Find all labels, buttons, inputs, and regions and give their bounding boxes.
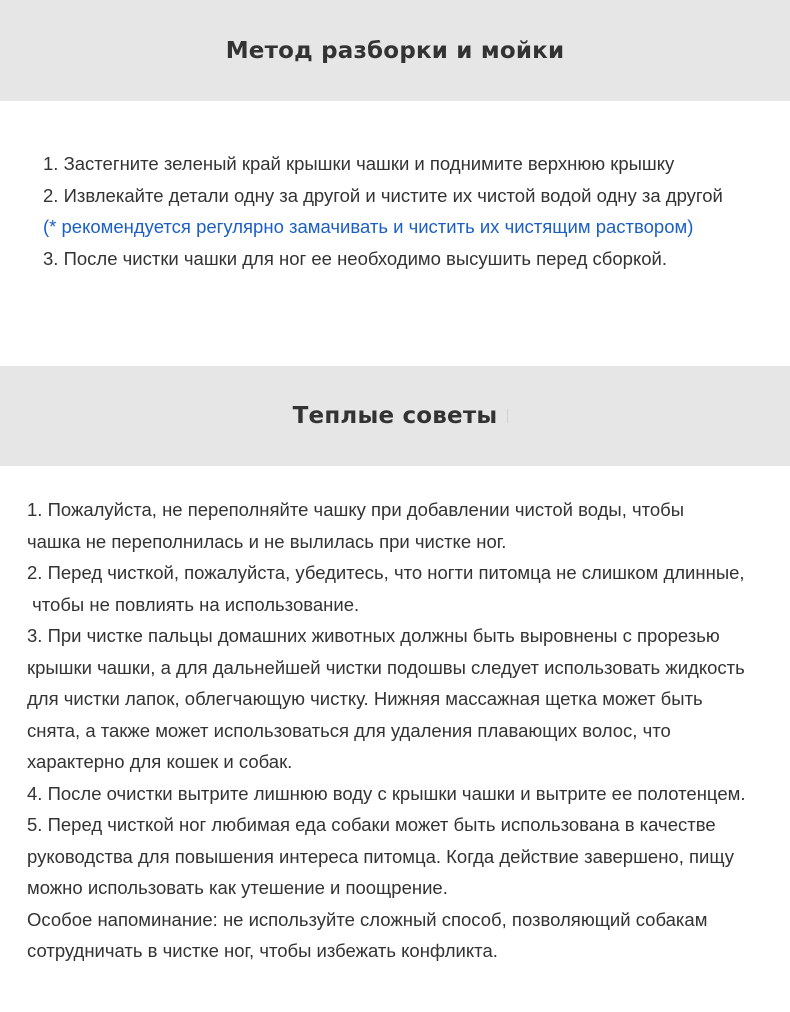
disassembly-steps [43,148,783,274]
tip-line: для чистки лапок, облегчающую чистку. Нижняя массажная щетка может быть [27,688,703,709]
step-2: 2. Извлекайте детали одну за другой и чистите их чистой водой одну за другой [43,184,723,206]
tip-line: Особое напоминание: не используйте сложный способ, позволяющий собакам [27,908,708,930]
step-3: 3. После чистки чашки для ног ее необходимо высушить перед сборкой. [43,247,668,269]
section-header-tips [0,366,790,466]
tip-line: можно использовать как утешение и поощрение. [27,877,448,898]
step-1: 1. Застегните зеленый край крышки чашки и поднимите верхнюю крышку [43,153,675,174]
tip-line: 5. Перед чисткой ног любимая еда собаки может быть использована в качестве [27,814,716,835]
tip-line: руководства для повышения интереса питомца. Когда действие завершено, пищу [27,845,735,867]
tip-line: характерно для кошек и собак. [27,751,293,772]
tip-line: сотрудничать в чистке ног, чтобы избежать конфликта. [27,940,498,961]
tip-line: 4. После очистки вытрите лишнюю воду с крышки чашки и вытрите ее полотенцем. [27,782,746,804]
section-header-disassembly [0,0,790,101]
tip-line: 1. Пожалуйста, не переполняйте чашку при добавлении чистой воды, чтобы [27,499,685,520]
tip-line: чашка не переполнилась и не вылилась при чистке ног. [27,530,507,552]
tip-line: 2. Перед чисткой, пожалуйста, убедитесь, что ногти питомца не слишком длинные, [27,562,745,583]
tip-line: чтобы не повлиять на использование. [27,593,360,615]
tip-line: 3. При чистке пальцы домашних животных должны быть выровнены с прорезью [27,625,720,646]
section-title-tips: Теплые советы [292,403,498,429]
step-2-note: (* рекомендуется регулярно замачивать и чистить их чистящим раствором) [43,216,694,237]
tips-text [27,494,787,967]
tip-line: снята, а также может использоваться для удаления плавающих волос, что [27,719,671,741]
section-title-disassembly: Метод разборки и мойки [225,37,565,64]
tip-line: крышки чашки, а для дальнейшей чистки подошвы следует использовать жидкость [27,656,745,678]
divider-mark [507,409,508,423]
